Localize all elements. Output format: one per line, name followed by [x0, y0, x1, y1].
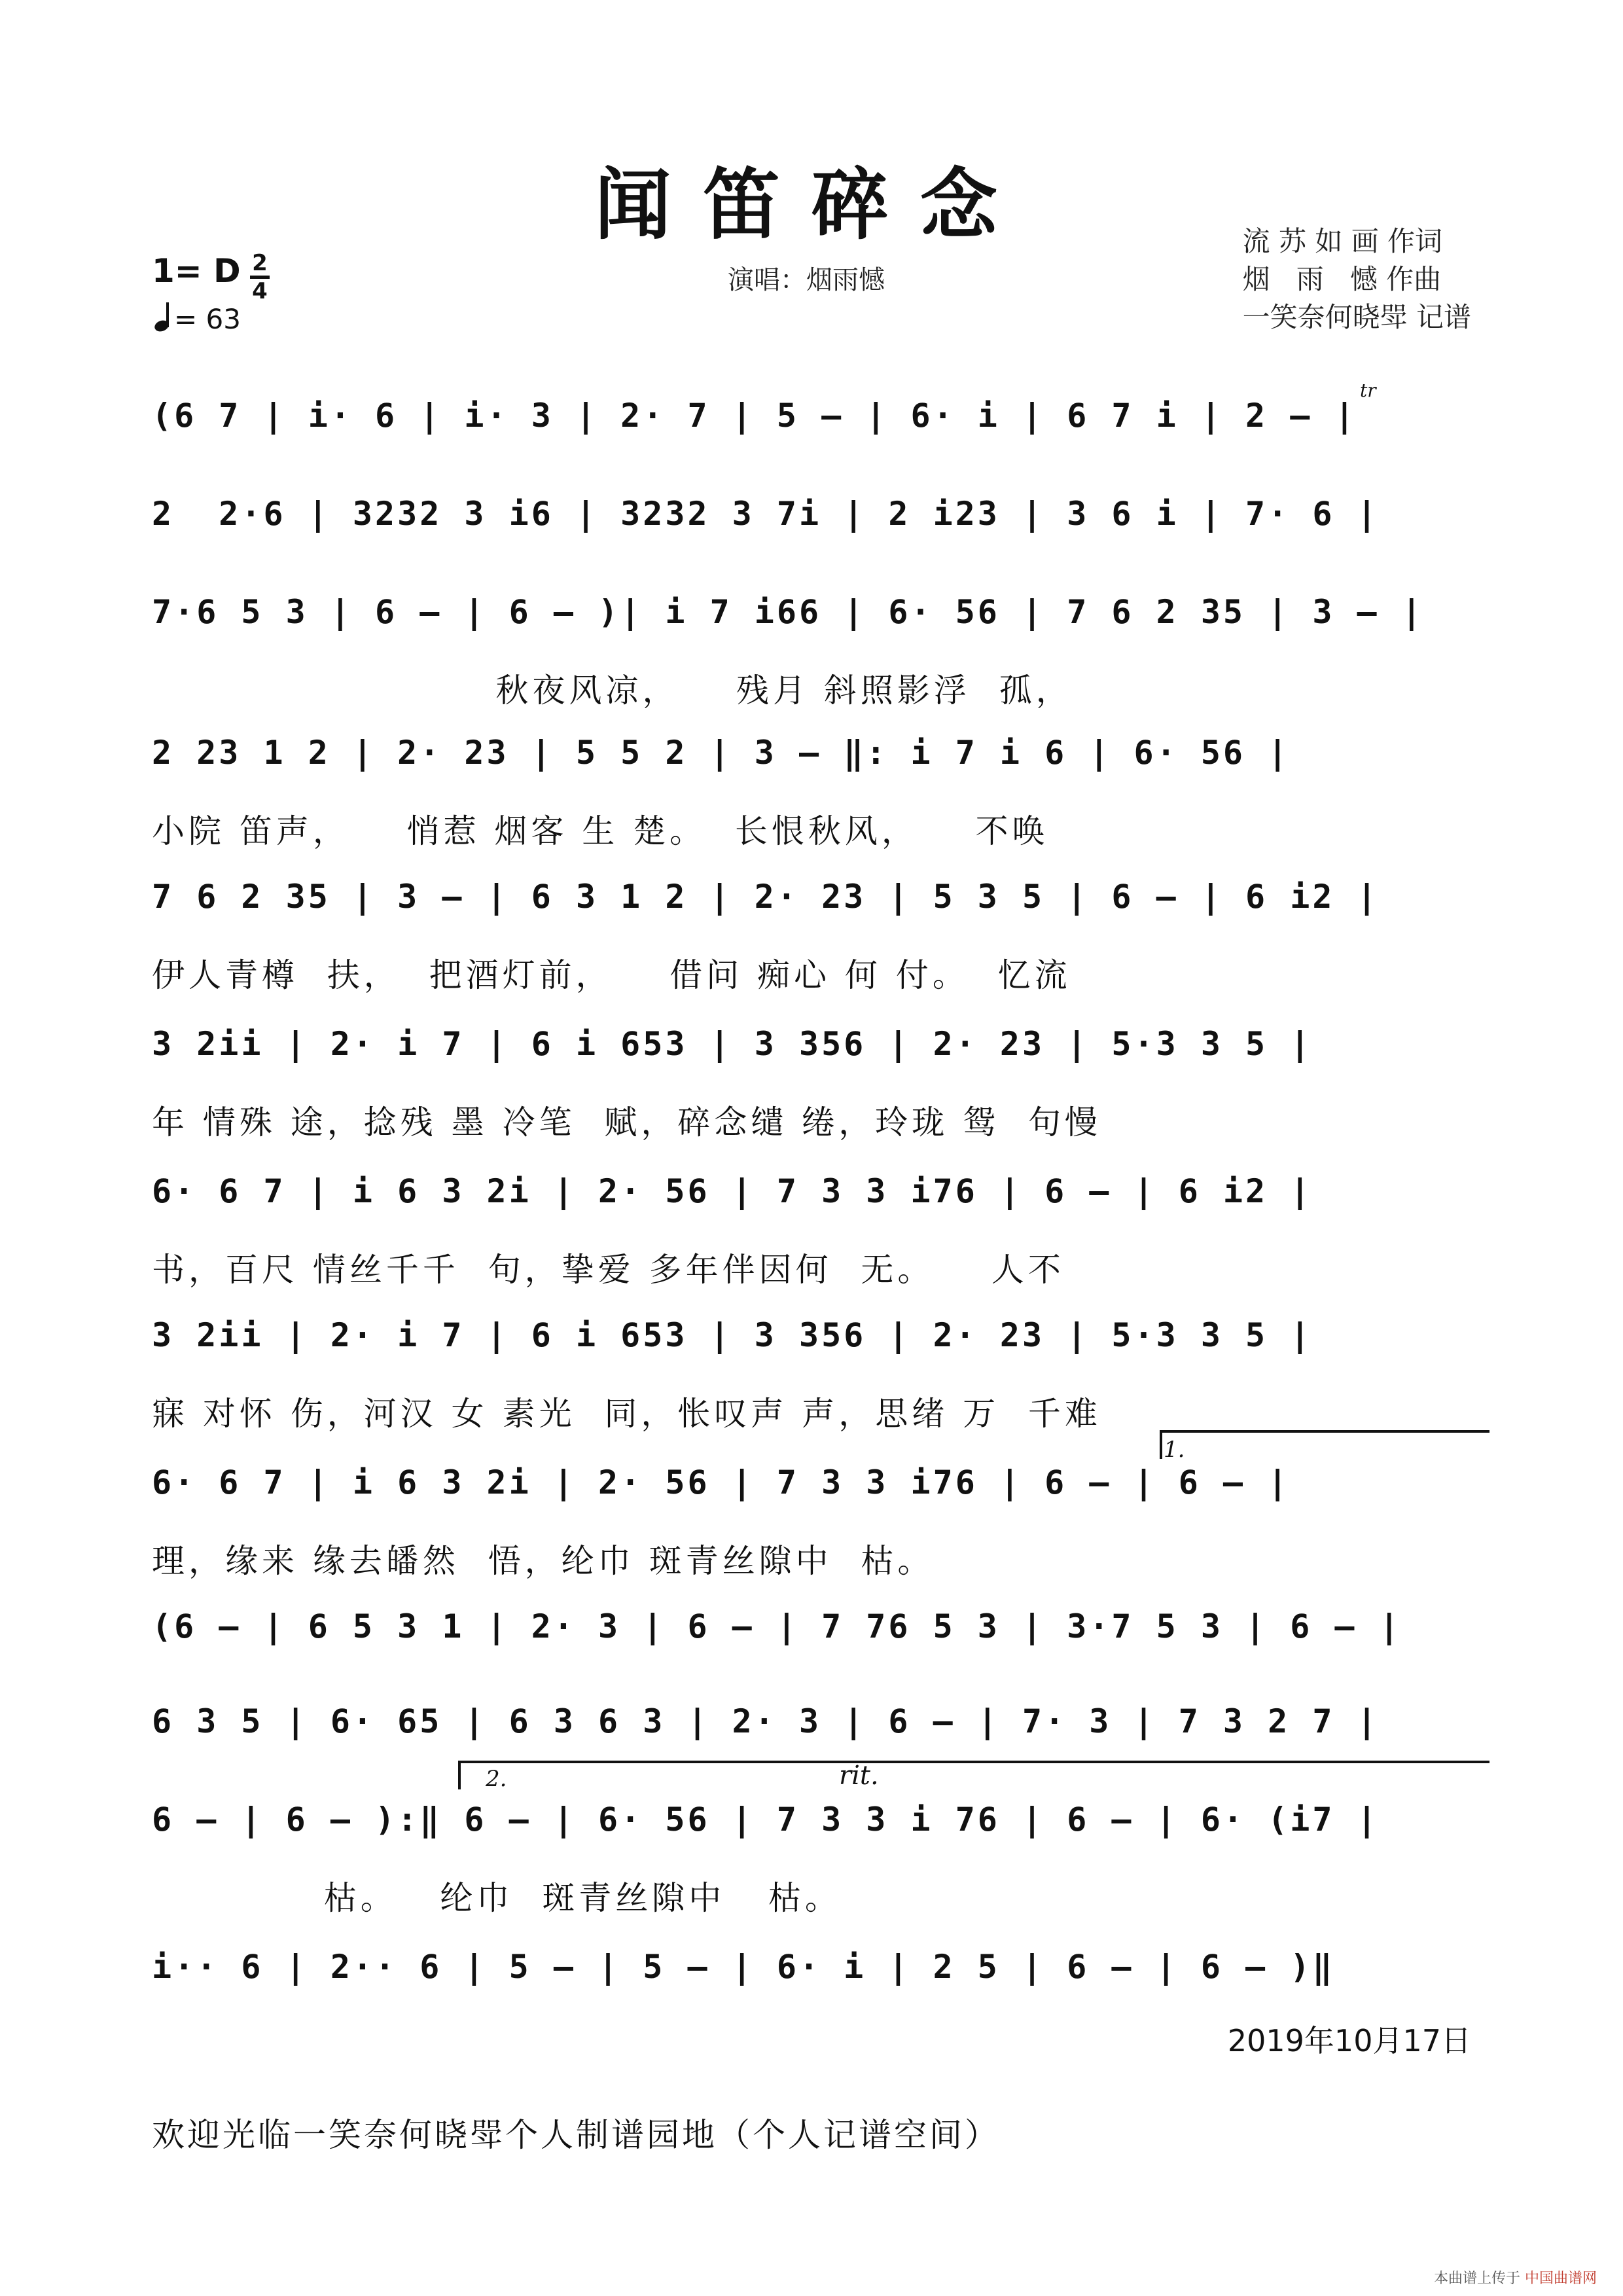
upload-note: 本曲谱上传于	[1433, 2270, 1520, 2287]
lyrics: 秋夜风凉， 残月 斜照影浮 孤，	[152, 672, 1073, 709]
ritardando-mark: rit.	[839, 1761, 879, 1791]
lyricist-credit: 流 苏 如 画 作词	[1242, 225, 1443, 257]
notation: 2 23 1 2 | 2· 23 | 5 5 2 | 3 – ‖: i 7 i 6 | 6· 56 |	[152, 734, 1291, 772]
tempo-value: = 63	[174, 303, 241, 335]
lyrics: 小院 笛声， 悄惹 烟客 生 楚。 长恨秋风， 不唤	[152, 812, 1049, 850]
lyrics: 寐 对怀 伤，河汉 女 素光 同，怅叹声 声，思绪 万 千难	[152, 1395, 1101, 1433]
lyrics: 伊人青樽 扶， 把酒灯前， 借问 痴心 何 付。 忆流	[152, 956, 1071, 994]
transcriber-credit: 一笑奈何晓斝 记谱	[1242, 301, 1471, 333]
notation: (6 7 | i· 6 | i· 3 | 2· 7 | 5 – | 6· i | 6 7 i | 2 – |	[152, 397, 1357, 435]
quarter-note-icon	[152, 302, 174, 332]
lyrics: 年 情殊 途，捻残 墨 冷笔 赋，碎念缱 绻，玲珑 鸳 句慢	[152, 1103, 1101, 1141]
notation: (6 – | 6 5 3 1 | 2· 3 | 6 – | 7 76 5 3 | 3·7 5 3 | 6 – |	[152, 1607, 1402, 1645]
date: 2019年10月17日	[1227, 2023, 1471, 2058]
credits	[1243, 223, 1471, 336]
notation: 6 – | 6 – ):‖ 6 – | 6· 56 | 7 3 3 i 76 | 6 – | 6· (i7 |	[152, 1801, 1380, 1839]
tempo-marking	[152, 302, 241, 335]
time-signature	[250, 251, 270, 304]
site-name: 中国曲谱网	[1524, 2270, 1597, 2287]
notation: i·· 6 | 2·· 6 | 5 – | 5 – | 6· i | 2 5 | 6 – | 6 – )‖	[152, 1948, 1335, 1986]
second-ending-mark: 2.	[486, 1766, 507, 1792]
lyrics: 理，缘来 缘去皤然 悟，纶巾 斑青丝隙中 枯。	[152, 1542, 935, 1580]
lyrics: 枯。 纶巾 斑青丝隙中 枯。	[152, 1879, 842, 1917]
notation: 2 2·6 | 3232 3 i6 | 3232 3 7i | 2 i23 | 3 6 i | 7· 6 |	[152, 495, 1380, 533]
notation: 6· 6 7 | i 6 3 2i | 2· 56 | 7 3 3 i76 | 6 – | 6 i2 |	[152, 1172, 1313, 1210]
first-ending-mark: 1.	[1164, 1437, 1185, 1463]
first-ending-bracket	[1160, 1430, 1489, 1459]
meter-bottom: 4	[252, 278, 268, 304]
notation: 3 2ii | 2· i 7 | 6 i 653 | 3 356 | 2· 23 | 5·3 3 5 |	[152, 1316, 1313, 1354]
notation: 7·6 5 3 | 6 – | 6 – )| i 7 i66 | 6· 56 | 7 6 2 35 | 3 – |	[152, 593, 1424, 631]
footer-watermark	[1434, 2267, 1597, 2287]
page-title: 闻笛碎念	[594, 159, 1029, 250]
trill-mark: tr	[1360, 380, 1376, 401]
welcome-text: 欢迎光临一笑奈何晓斝个人制谱园地（个人记谱空间）	[152, 2116, 1000, 2154]
meter-top: 2	[252, 250, 268, 276]
key-signature: 1= D	[152, 252, 241, 290]
second-ending-bracket	[458, 1761, 1489, 1789]
notation: 3 2ii | 2· i 7 | 6 i 653 | 3 356 | 2· 23 | 5·3 3 5 |	[152, 1025, 1313, 1063]
notation: 6· 6 7 | i 6 3 2i | 2· 56 | 7 3 3 i76 | 6 – | 6 – |	[152, 1463, 1291, 1501]
notation: 7 6 2 35 | 3 – | 6 3 1 2 | 2· 23 | 5 3 5 | 6 – | 6 i2 |	[152, 878, 1380, 916]
notation: 6 3 5 | 6· 65 | 6 3 6 3 | 2· 3 | 6 – | 7· 3 | 7 3 2 7 |	[152, 1702, 1380, 1740]
composer-credit: 烟 雨 憾 作曲	[1242, 263, 1442, 295]
lyrics: 书，百尺 情丝千千 句，挚爱 多年伴因何 无。 人不	[152, 1251, 1065, 1289]
singer-credit: 演唱：烟雨憾	[728, 265, 885, 295]
